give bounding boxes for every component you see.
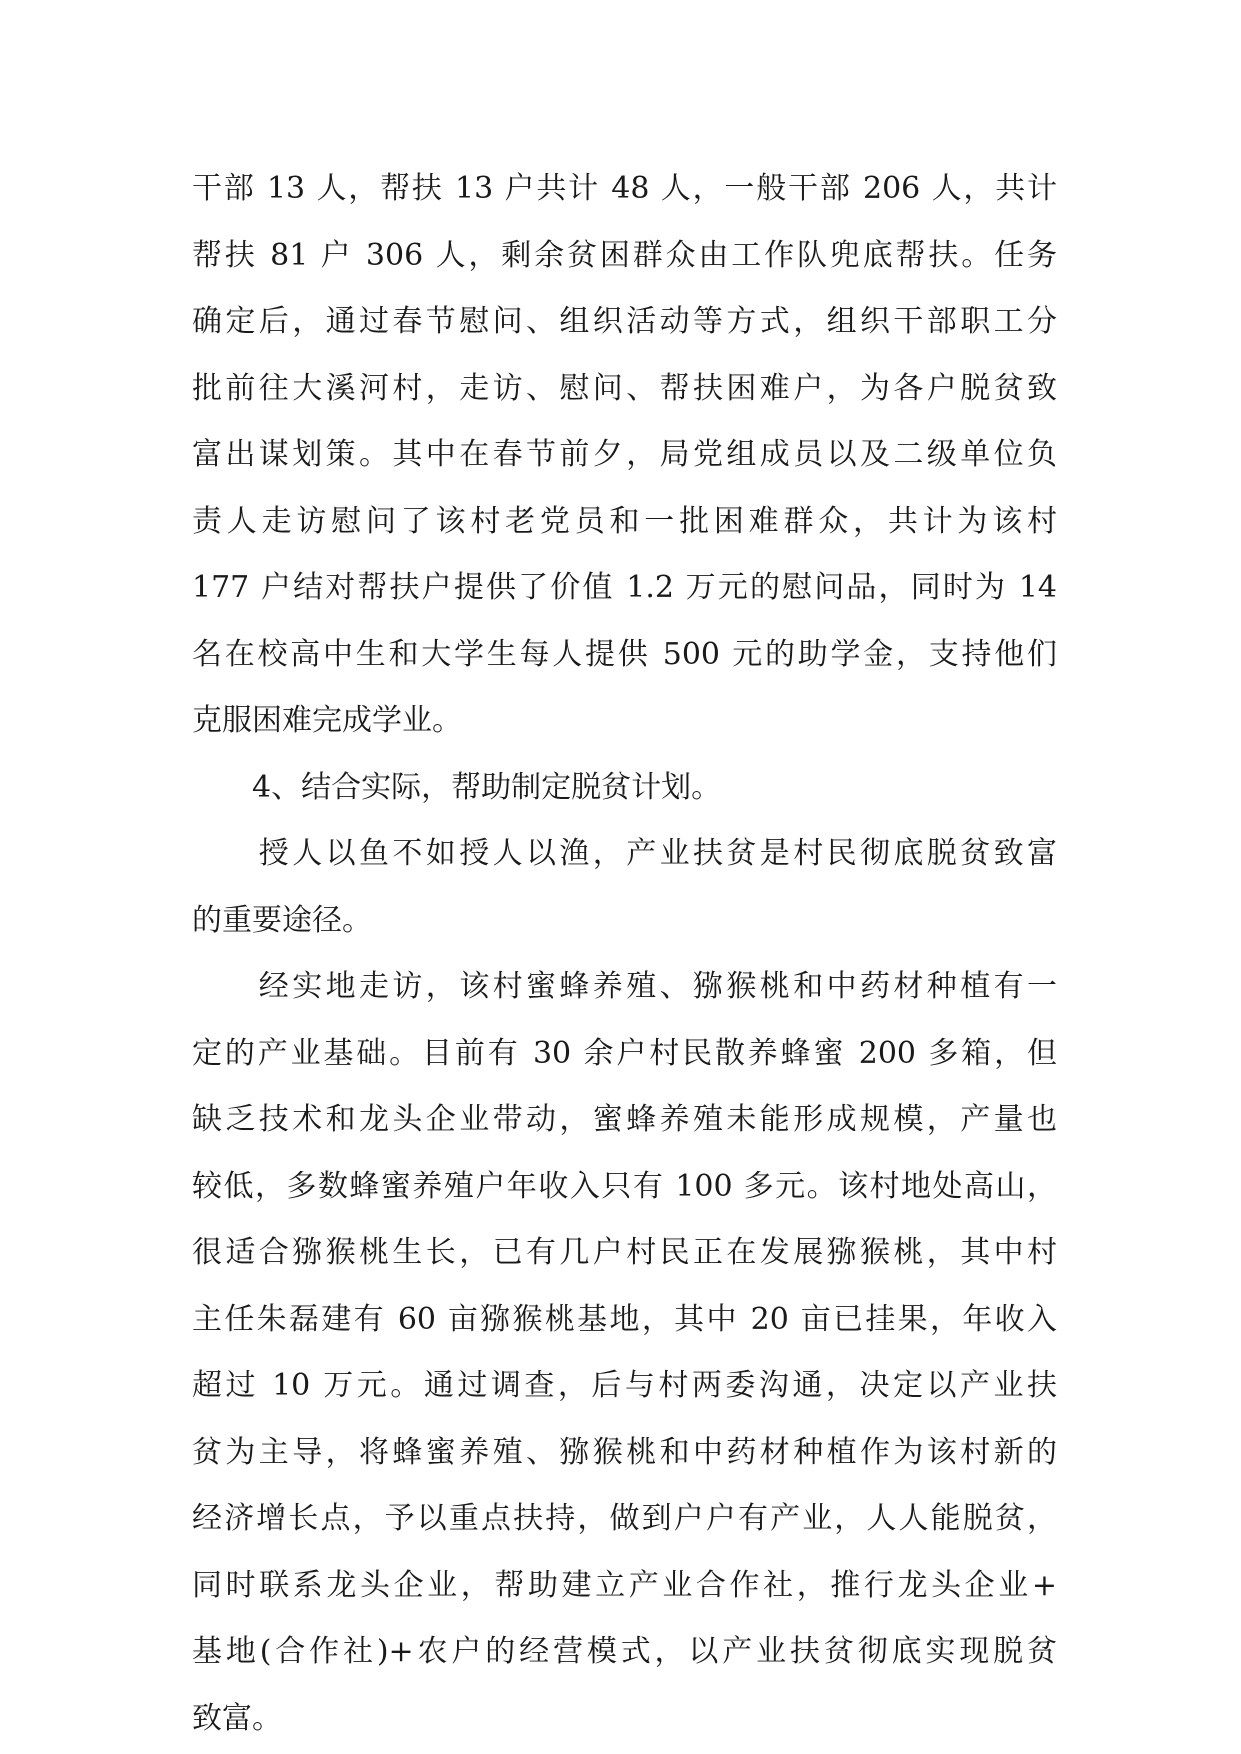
text-line: 责人走访慰问了该村老党员和一批困难群众，共计为该村 — [192, 503, 1057, 539]
text-line: 缺乏技术和龙头企业带动，蜜蜂养殖未能形成规模，产量也 — [192, 1102, 1057, 1137]
text-line: 批前往大溪河村，走访、慰问、帮扶困难户，为各户脱贫致 — [192, 370, 1057, 406]
text-line: 超过 10 万元。通过调查，后与村两委沟通，决定以产业扶 — [192, 1368, 1057, 1403]
text-line: 富出谋划策。其中在春节前夕，局党组成员以及二级单位负 — [192, 437, 1057, 472]
text-line: 主任朱磊建有 60 亩猕猴桃基地，其中 20 亩已挂果，年收入 — [192, 1301, 1057, 1337]
section-heading: 4、结合实际，帮助制定脱贫计划。 — [192, 769, 722, 805]
text-line: 经济增长点，予以重点扶持，做到户户有产业，人人能脱贫， — [192, 1501, 1057, 1536]
text-line: 定的产业基础。目前有 30 余户村民散养蜂蜜 200 多箱，但 — [192, 1035, 1057, 1071]
text-line: 确定后，通过春节慰问、组织活动等方式，组织干部职工分 — [192, 304, 1057, 339]
text-line: 的重要途径。 — [192, 902, 372, 938]
text-line: 致富。 — [192, 1700, 282, 1736]
text-line: 基地(合作社)+农户的经营模式，以产业扶贫彻底实现脱贫 — [192, 1634, 1057, 1669]
text-line: 授人以鱼不如授人以渔，产业扶贫是村民彻底脱贫致富 — [192, 836, 1057, 871]
text-line: 很适合猕猴桃生长，已有几户村民正在发展猕猴桃，其中村 — [192, 1235, 1057, 1270]
text-line: 177 户结对帮扶户提供了价值 1.2 万元的慰问品，同时为 14 — [192, 570, 1057, 605]
text-line: 经实地走访，该村蜜蜂养殖、猕猴桃和中药材种植有一 — [192, 969, 1057, 1004]
text-line: 较低，多数蜂蜜养殖户年收入只有 100 多元。该村地处高山， — [192, 1168, 1057, 1204]
text-line: 同时联系龙头企业，帮助建立产业合作社，推行龙头企业+ — [192, 1567, 1057, 1603]
document-body — [192, 156, 1057, 1752]
text-line: 干部 13 人，帮扶 13 户共计 48 人，一般干部 206 人，共计 — [192, 171, 1057, 206]
text-line: 帮扶 81 户 306 人，剩余贫困群众由工作队兜底帮扶。任务 — [192, 237, 1057, 273]
text-line: 贫为主导，将蜂蜜养殖、猕猴桃和中药材种植作为该村新的 — [192, 1434, 1057, 1470]
text-line: 名在校高中生和大学生每人提供 500 元的助学金，支持他们 — [192, 636, 1057, 672]
text-line: 克服困难完成学业。 — [192, 703, 462, 738]
